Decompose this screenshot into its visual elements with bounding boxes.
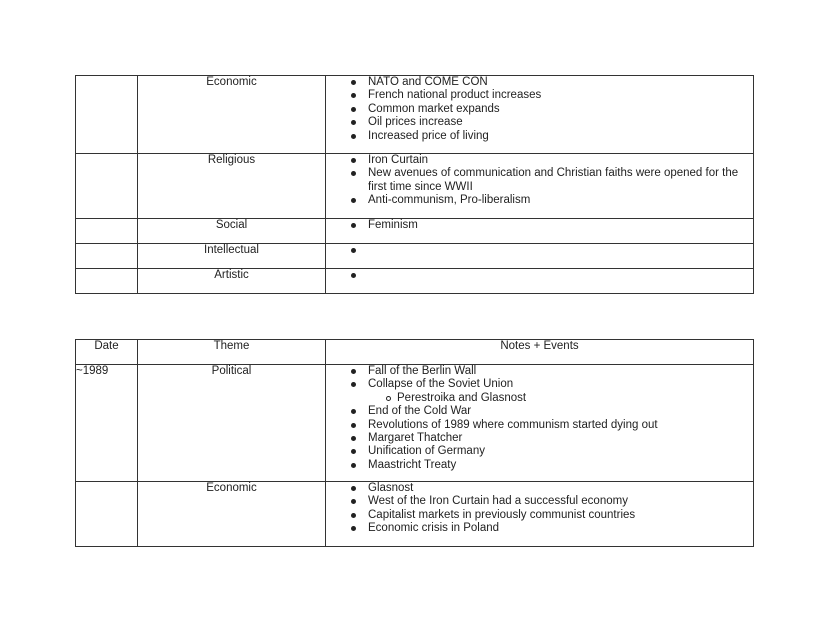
bullet-item: Fall of the Berlin Wall xyxy=(326,365,753,378)
sub-bullet-list xyxy=(368,392,753,405)
bullet-item: Oil prices increase xyxy=(326,116,753,129)
date-cell xyxy=(76,76,138,154)
bullet-item: Capitalist markets in previously communist countries xyxy=(326,509,753,522)
bullet-item: Margaret Thatcher xyxy=(326,432,753,445)
bullet-item: Maastricht Treaty xyxy=(326,459,753,472)
bullet-item: Unification of Germany xyxy=(326,445,753,458)
bullet-item: End of the Cold War xyxy=(326,405,753,418)
theme-cell: Artistic xyxy=(138,269,326,294)
date-cell xyxy=(76,269,138,294)
bullet-item: Glasnost xyxy=(326,482,753,495)
bullet-item: Revolutions of 1989 where communism started dying out xyxy=(326,419,753,432)
notes-cell xyxy=(326,269,754,294)
notes-cell xyxy=(326,219,754,244)
header-row xyxy=(76,340,754,365)
bullet-list xyxy=(326,154,753,208)
notes-table-continued xyxy=(75,75,754,294)
bullet-list xyxy=(326,219,753,232)
date-cell xyxy=(76,482,138,547)
table-row xyxy=(76,76,754,154)
bullet-item: French national product increases xyxy=(326,89,753,102)
notes-cell xyxy=(326,365,754,482)
bullet-list xyxy=(326,482,753,536)
bullet-item: New avenues of communication and Christian faiths were opened for the first time since WWII xyxy=(326,167,753,194)
bullet-item xyxy=(326,378,753,405)
notes-cell xyxy=(326,482,754,547)
notes-table xyxy=(75,339,754,547)
bullet-list xyxy=(326,76,753,143)
date-cell: ~1989 xyxy=(76,365,138,482)
bullet-list xyxy=(326,365,753,472)
table-row xyxy=(76,244,754,269)
notes-header: Notes + Events xyxy=(326,340,754,365)
bullet-item: Anti-communism, Pro-liberalism xyxy=(326,194,753,207)
date-header: Date xyxy=(76,340,138,365)
table-row xyxy=(76,482,754,547)
theme-cell: Political xyxy=(138,365,326,482)
bullet-item: West of the Iron Curtain had a successful economy xyxy=(326,495,753,508)
date-cell xyxy=(76,154,138,219)
bullet-item: NATO and COME CON xyxy=(326,76,753,89)
table-row xyxy=(76,219,754,244)
table-row xyxy=(76,269,754,294)
bullet-item: Feminism xyxy=(326,219,753,232)
theme-cell: Social xyxy=(138,219,326,244)
bullet-text: Collapse of the Soviet Union xyxy=(368,378,514,391)
bullet-item: Iron Curtain xyxy=(326,154,753,167)
bullet-item: Common market expands xyxy=(326,103,753,116)
bullet-item: Economic crisis in Poland xyxy=(326,522,753,535)
theme-cell: Religious xyxy=(138,154,326,219)
theme-cell: Economic xyxy=(138,76,326,154)
table-row xyxy=(76,154,754,219)
theme-cell: Intellectual xyxy=(138,244,326,269)
theme-cell: Economic xyxy=(138,482,326,547)
date-cell xyxy=(76,244,138,269)
sub-bullet-item: Perestroika and Glasnost xyxy=(368,392,753,405)
bullet-item: Increased price of living xyxy=(326,130,753,143)
date-cell xyxy=(76,219,138,244)
theme-header: Theme xyxy=(138,340,326,365)
notes-cell xyxy=(326,154,754,219)
notes-cell xyxy=(326,244,754,269)
table-row xyxy=(76,365,754,482)
notes-cell xyxy=(326,76,754,154)
